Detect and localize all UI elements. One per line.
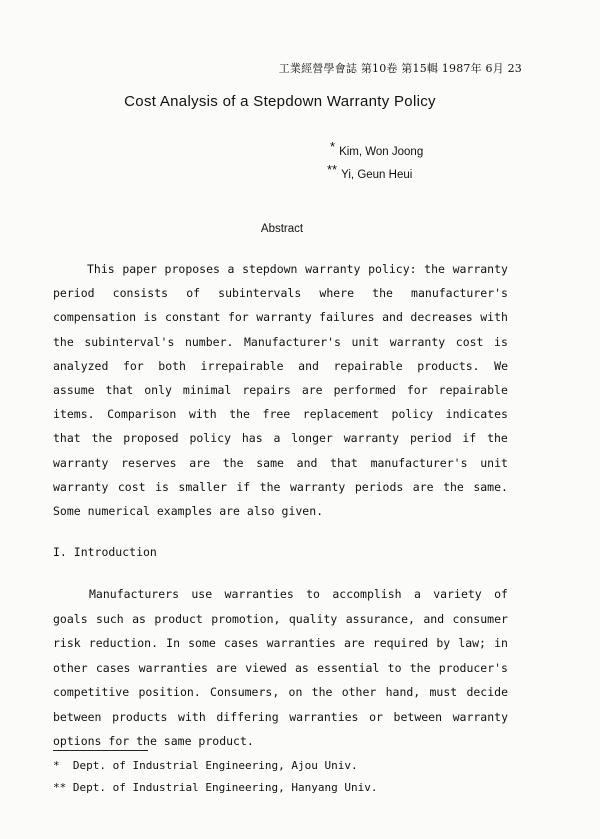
abstract-line: analyzed for both irrepairable and repairable products. We <box>53 358 508 373</box>
introduction-line: between products with differing warranties or between warranty <box>53 709 508 724</box>
footnote-divider <box>53 750 148 751</box>
introduction-body <box>53 582 508 754</box>
journal-header: 工業經營學會誌 第10卷 第15輯 1987年 6月 23 <box>278 62 522 75</box>
abstract-heading: Abstract <box>260 223 304 235</box>
author-1-name: Kim, Won Joong <box>339 146 424 158</box>
author-1 <box>330 139 423 158</box>
introduction-line: goals such as product promotion, quality assurance, and consumer <box>53 611 508 626</box>
footnote-1: * Dept. of Industrial Engineering, Ajou Univ. <box>53 759 358 772</box>
abstract-line: warranty reserves are the same and that manufacturer's unit <box>53 455 508 470</box>
author-1-mark: * <box>330 139 336 154</box>
introduction-line: competitive position. Consumers, on the other hand, must decide <box>53 685 508 699</box>
introduction-line: Manufacturers use warranties to accomplish a variety of <box>89 587 508 601</box>
author-2-name: Yi, Geun Heui <box>341 169 413 181</box>
footnote-2: ** Dept. of Industrial Engineering, Hanyang Univ. <box>53 781 378 794</box>
abstract-line: that the proposed policy has a longer warranty period if the <box>53 431 508 446</box>
introduction-line: risk reduction. In some cases warranties are required by law; in <box>53 636 508 650</box>
author-2 <box>327 162 412 181</box>
author-2-mark: ** <box>327 162 338 177</box>
abstract-line: This paper proposes a stepdown warranty policy: the warranty <box>87 262 508 276</box>
abstract-line: items. Comparison with the free replacement policy indicates <box>53 407 508 422</box>
abstract-line: warranty cost is smaller if the warranty periods are the same. <box>53 479 508 494</box>
abstract-line: compensation is constant for warranty failures and decreases with <box>53 310 508 325</box>
introduction-line: other cases warranties are viewed as essential to the producer's <box>53 660 508 675</box>
introduction-line: options for the same product. <box>53 734 254 748</box>
abstract-line: period consists of subintervals where the manufacturer's <box>53 286 508 301</box>
abstract-line: the subinterval's number. Manufacturer's unit warranty cost is <box>53 334 508 349</box>
abstract-line: Some numerical examples are also given. <box>53 504 324 519</box>
abstract-line: assume that only minimal repairs are performed for repairable <box>53 383 508 398</box>
paper-title: Cost Analysis of a Stepdown Warranty Policy <box>124 93 436 110</box>
abstract-body <box>53 257 508 523</box>
section-heading-introduction: I. Introduction <box>53 545 157 559</box>
